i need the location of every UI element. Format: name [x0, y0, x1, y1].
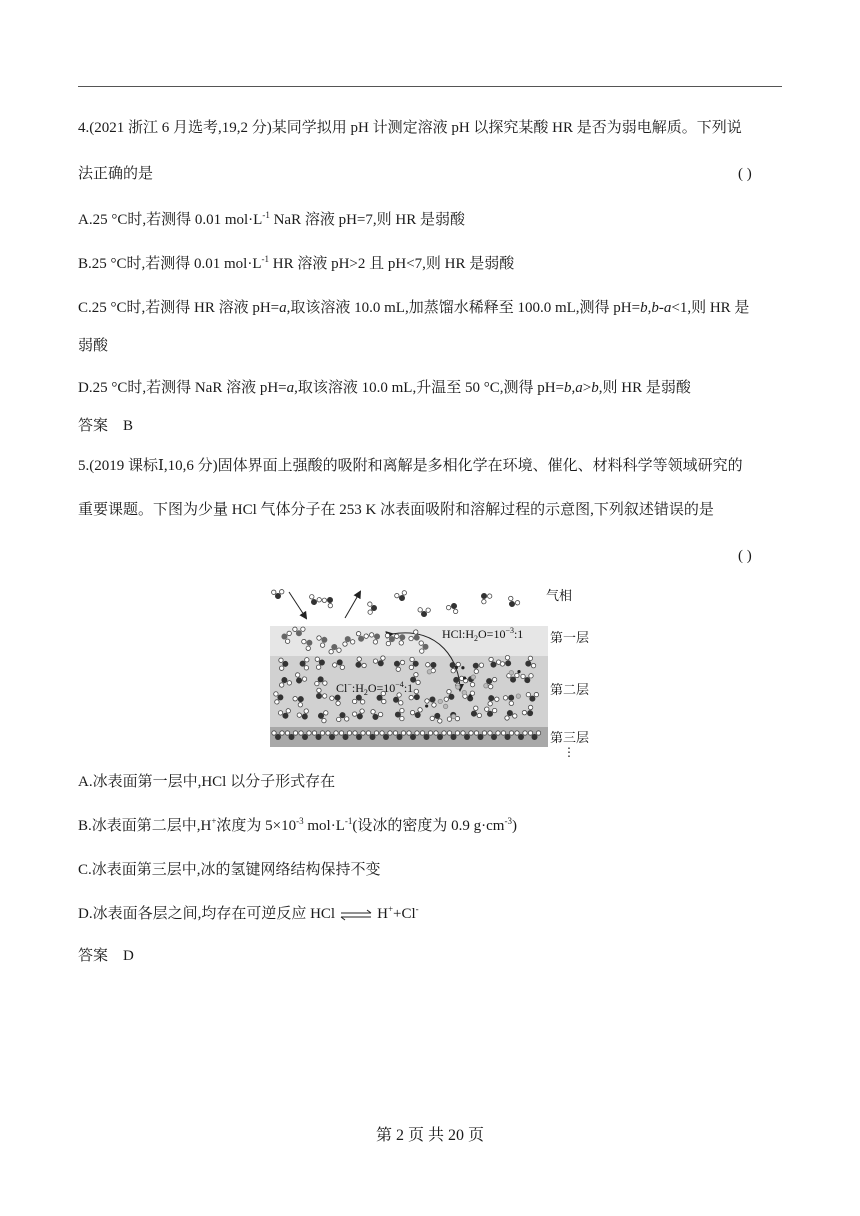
ion-dot	[456, 685, 460, 689]
ratio-layer2: $Cl^-:H_2O=10^{-4}:1$	[336, 680, 414, 697]
ion-dot	[463, 676, 466, 679]
page-footer: 第 2 页 共 20 页	[375, 1127, 484, 1144]
q4-stem-line2: 法正确的是	[78, 166, 154, 182]
water-molecule	[271, 589, 284, 599]
q5-option-a: A.冰表面第一层中,HCl 以分子形式存在	[78, 774, 336, 790]
ion-dot	[427, 670, 431, 674]
layer1-label: 第一层	[550, 630, 590, 645]
water-molecule	[505, 595, 520, 609]
layer3-label: 第三层	[550, 730, 590, 745]
water-molecule	[321, 594, 336, 609]
ion-dot	[455, 666, 458, 669]
ion-dot	[469, 694, 472, 697]
water-molecule	[477, 590, 492, 605]
desorb-arrow	[345, 592, 360, 618]
q4-option-c-cont: 弱酸	[78, 338, 109, 354]
ion-dot	[484, 684, 488, 688]
ion-dot	[461, 666, 464, 669]
more-layers-ellipsis: ⋮	[563, 745, 575, 758]
ion-dot	[443, 704, 447, 708]
q4-answer: 答案 B	[78, 418, 134, 434]
q5-option-c: C.冰表面第三层中,冰的氢键网络结构保持不变	[78, 862, 381, 878]
ion-dot	[451, 714, 455, 718]
ion-dot	[471, 675, 475, 679]
q4-option-b: B.25 °C时,若测得 0.01 $mol\cdot L^{-1}$ HR 溶液 pH>2 且 pH<7,则 HR 是弱酸	[78, 254, 515, 272]
water-molecule	[394, 590, 409, 603]
gas-phase-label: 气相	[546, 588, 573, 603]
q4-option-c: C.25 °C时,若测得 HR 溶液 pH=a,取该溶液 10.0 mL,加蒸馏水稀释至 100.0 mL,测得 pH=b,b-a<1,则 HR 是	[78, 300, 750, 316]
water-molecule	[368, 602, 378, 615]
q5-answer-bracket: ( )	[738, 548, 752, 564]
q5-answer: 答案 D	[78, 948, 134, 964]
q4-answer-bracket: ( )	[738, 166, 752, 182]
ion-dot	[509, 671, 513, 675]
reversible-arrow-icon	[339, 909, 373, 921]
q4-stem-line1: 4.(2021 浙江 6 月选考,19,2 分)某同学拟用 pH 计测定溶液 pH 以探究某酸 HR 是否为弱电解质。下列说	[78, 120, 742, 136]
ion-dot	[425, 704, 428, 707]
diagram-svg	[270, 582, 596, 758]
ion-dot	[516, 694, 520, 698]
water-molecule	[446, 600, 461, 614]
ion-dot	[438, 699, 442, 703]
water-molecule	[418, 608, 431, 618]
ice-surface-diagram	[270, 582, 596, 758]
q5-stem-line1: 5.(2019 课标Ⅰ,10,6 分)固体界面上强酸的吸附和离解是多相化学在环境、催化、材料科学等领域研究的	[78, 458, 743, 474]
q4-option-a: A.25 °C时,若测得 0.01 $mol\cdot L^{-1}$ NaR 溶液 pH=7,则 HR 是弱酸	[78, 210, 465, 228]
water-molecule	[307, 594, 322, 607]
ion-dot	[517, 670, 520, 673]
q5-option-b: B.冰表面第二层中,H+浓度为 $5\times 10^{-3}$ $mol\cdot L^{-1}$(设冰的密度为 0.9 $g\cdot cm^{-3}$)	[78, 816, 517, 834]
header-rule	[78, 86, 782, 87]
ratio-layer1: $HCl:H_2O=10^{-3}:1$	[442, 626, 524, 643]
q5-stem-line2: 重要课题。下图为少量 HCl 气体分子在 253 K 冰表面吸附和溶解过程的示意图,下列叙述错误的是	[78, 502, 714, 518]
ion-dot	[462, 690, 466, 694]
layer2-label: 第二层	[550, 682, 590, 697]
adsorb-arrow	[289, 592, 306, 618]
q4-option-d: D.25 °C时,若测得 NaR 溶液 pH=a,取该溶液 10.0 mL,升温至 50 °C,测得 pH=b,a>b,则 HR 是弱酸	[78, 380, 691, 396]
q5-option-d: D.冰表面各层之间,均存在可逆反应 HCl H++Cl-	[78, 904, 419, 922]
